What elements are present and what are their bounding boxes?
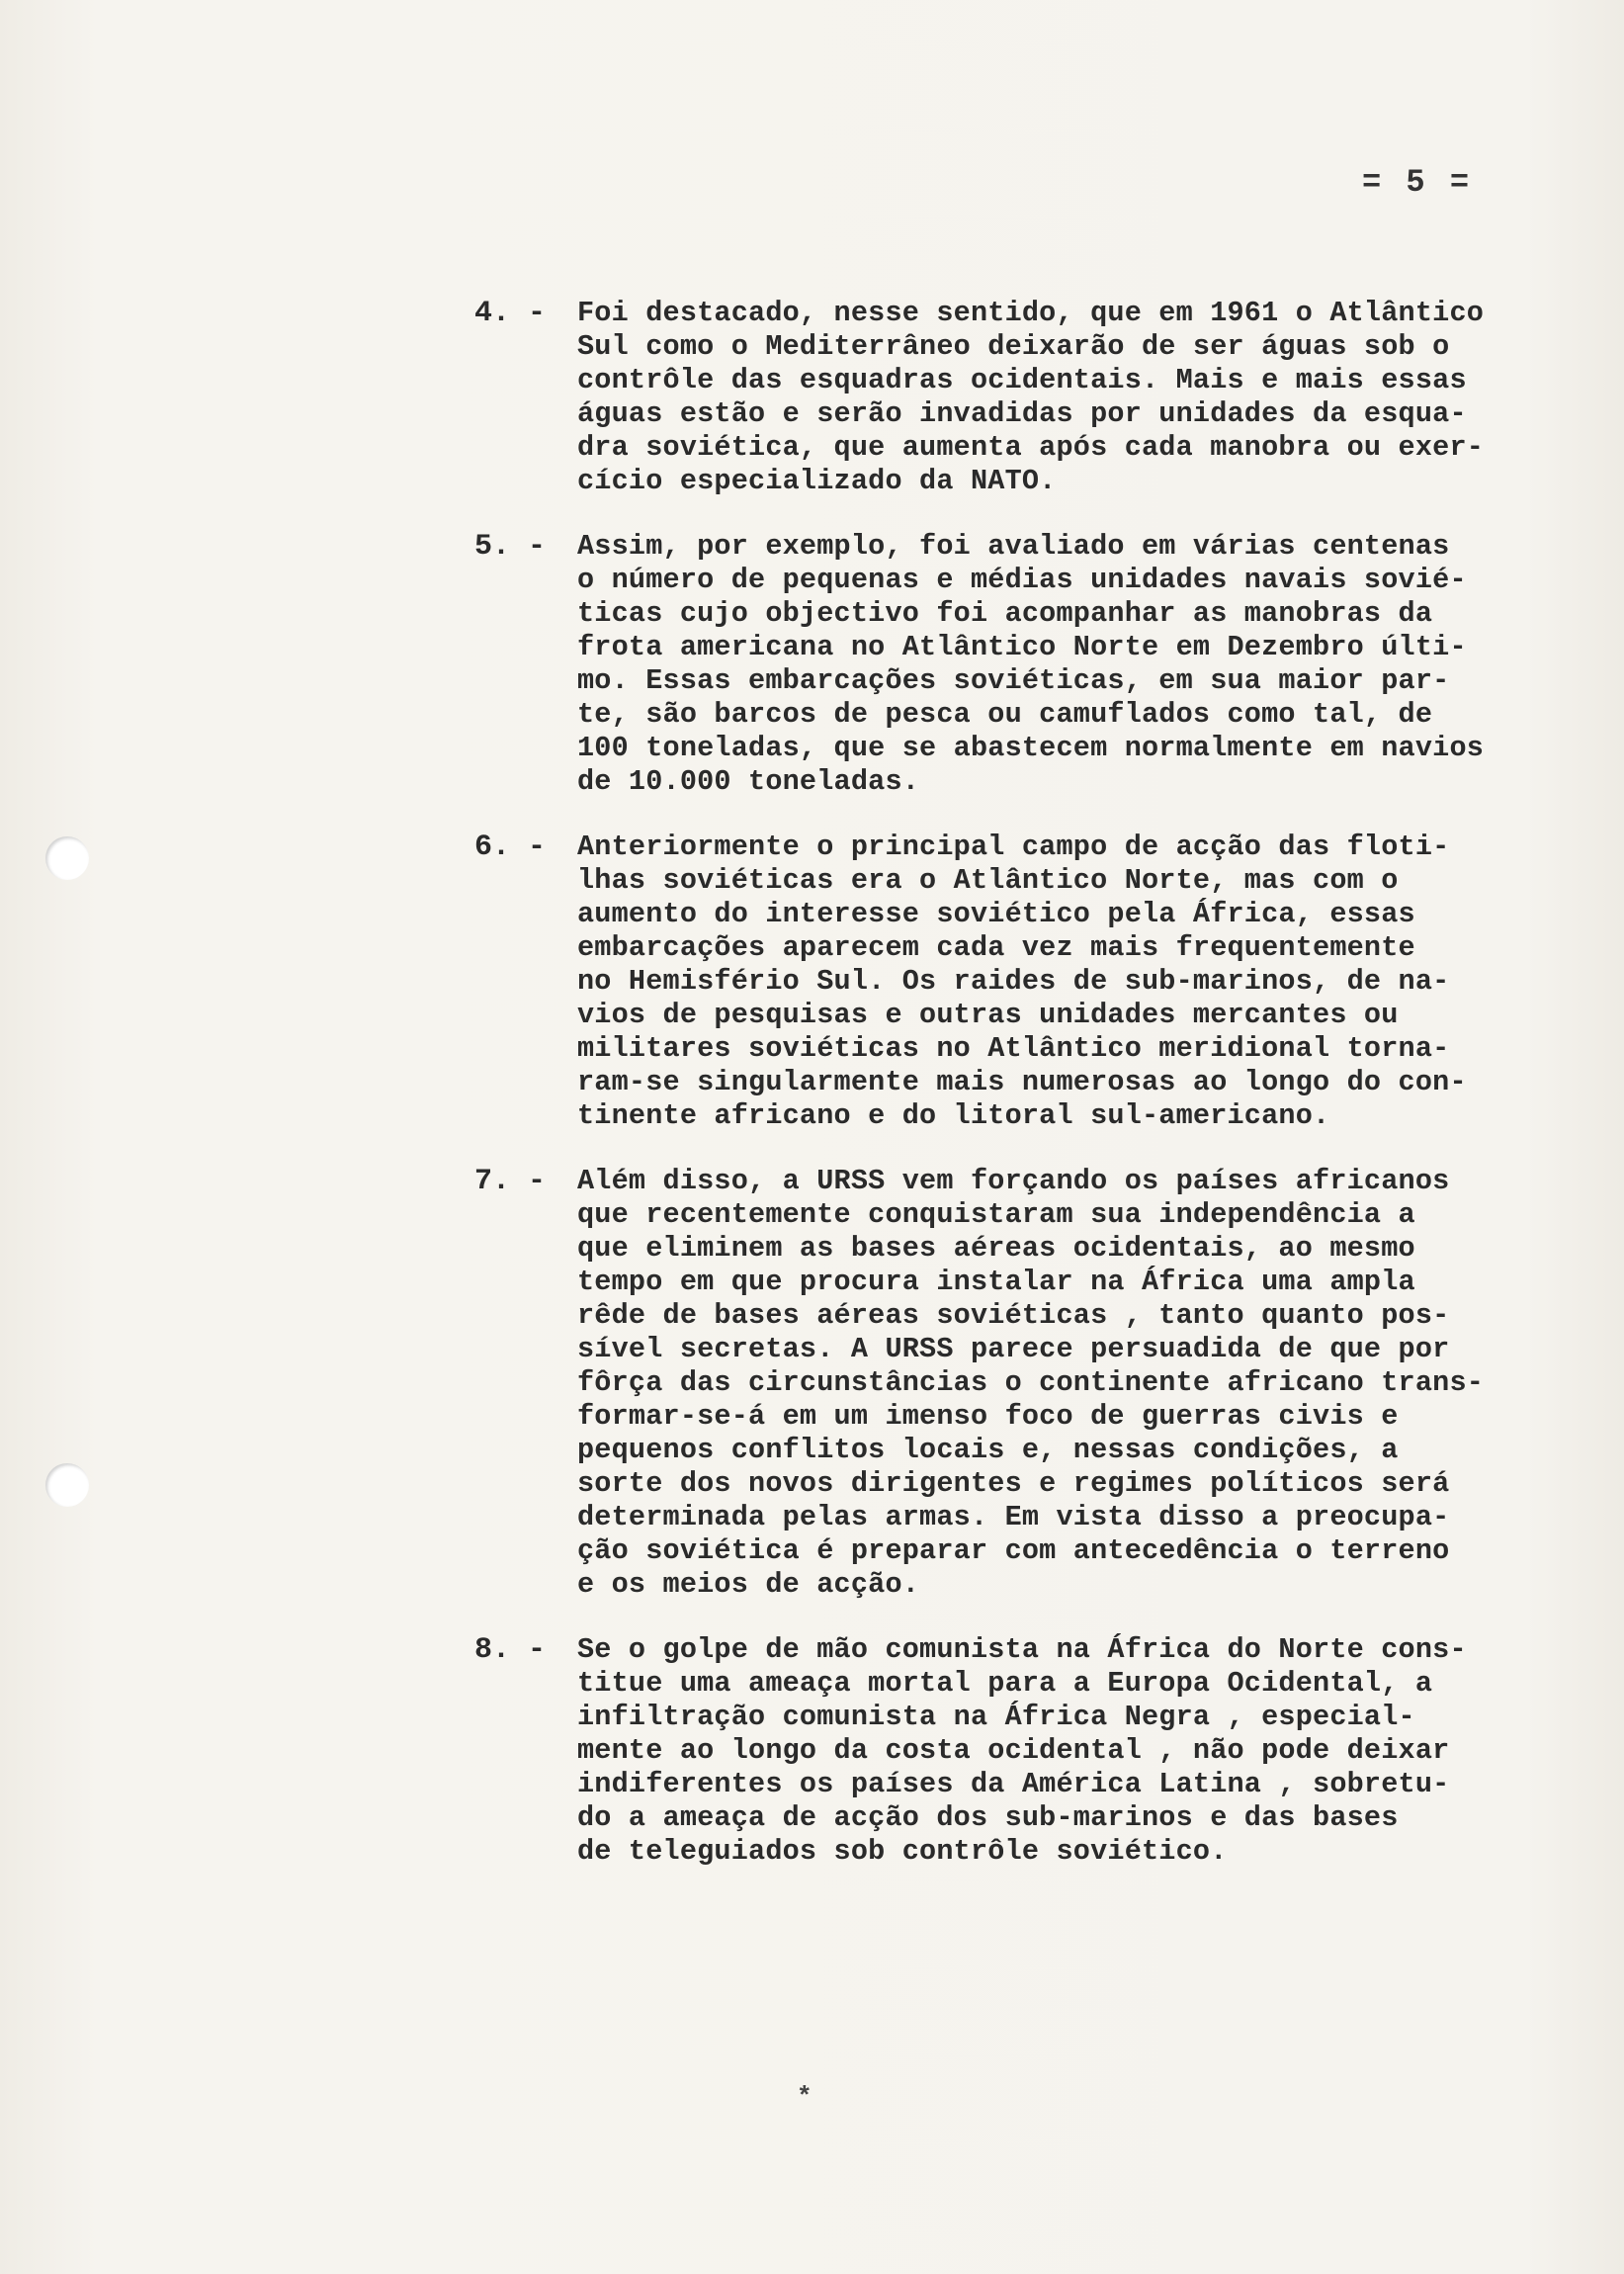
text-line: ticas cujo objectivo foi acompanhar as manobras da bbox=[577, 597, 1433, 630]
text-line: mo. Essas embarcações soviéticas, em sua maior par- bbox=[577, 664, 1450, 697]
text-line: frota americana no Atlântico Norte em Dezembro últi- bbox=[577, 631, 1467, 663]
text-line: águas estão e serão invadidas por unidades da esqua- bbox=[577, 397, 1467, 430]
footer-asterisk: * bbox=[797, 2082, 812, 2112]
paragraph-body bbox=[577, 1165, 1484, 1602]
text-line: pequenos conflitos locais e, nessas condições, a bbox=[577, 1434, 1399, 1466]
text-line: que recentemente conquistaram sua independência a bbox=[577, 1198, 1415, 1231]
paragraph-body bbox=[577, 831, 1467, 1133]
text-line: que eliminem as bases aéreas ocidentais, ao mesmo bbox=[577, 1232, 1415, 1265]
text-line: de 10.000 toneladas. bbox=[577, 765, 920, 798]
text-line: Além disso, a URSS vem forçando os países africanos bbox=[577, 1165, 1450, 1197]
text-line: tinente africano e do litoral sul-americano. bbox=[577, 1099, 1330, 1132]
text-line: vios de pesquisas e outras unidades mercantes ou bbox=[577, 999, 1399, 1031]
punch-hole bbox=[45, 1463, 89, 1507]
paragraph-number: 7. - bbox=[474, 1165, 547, 1198]
text-line: rêde de bases aéreas soviéticas , tanto quanto pos- bbox=[577, 1299, 1450, 1332]
text-line: dra soviética, que aumenta após cada manobra ou exer- bbox=[577, 431, 1485, 464]
page-number: = 5 = bbox=[1362, 164, 1473, 201]
text-line: Sul como o Mediterrâneo deixarão de ser águas sob o bbox=[577, 330, 1450, 363]
text-line: sorte dos novos dirigentes e regimes políticos será bbox=[577, 1467, 1450, 1500]
text-line: no Hemisfério Sul. Os raides de sub-marinos, de na- bbox=[577, 965, 1450, 998]
text-line: ram-se singularmente mais numerosas ao longo do con- bbox=[577, 1066, 1467, 1098]
text-line: 100 toneladas, que se abastecem normalmente em navios bbox=[577, 732, 1485, 764]
text-line: e os meios de acção. bbox=[577, 1568, 920, 1601]
text-line: embarcações aparecem cada vez mais frequentemente bbox=[577, 931, 1415, 964]
text-line: te, são barcos de pesca ou camuflados como tal, de bbox=[577, 698, 1433, 731]
text-line: titue uma ameaça mortal para a Europa Ocidental, a bbox=[577, 1667, 1433, 1700]
paragraph-number: 5. - bbox=[474, 530, 547, 564]
text-line: ção soviética é preparar com antecedência o terreno bbox=[577, 1534, 1450, 1567]
paragraph-number: 4. - bbox=[474, 297, 547, 330]
paragraph-body bbox=[577, 297, 1484, 498]
text-line: Anteriormente o principal campo de acção das floti- bbox=[577, 831, 1450, 863]
text-line: lhas soviéticas era o Atlântico Norte, mas com o bbox=[577, 864, 1399, 897]
text-line: fôrça das circunstâncias o continente africano trans- bbox=[577, 1366, 1485, 1399]
text-line: do a ameaça de acção dos sub-marinos e das bases bbox=[577, 1801, 1399, 1834]
text-line: cício especializado da NATO. bbox=[577, 465, 1057, 497]
text-line: contrôle das esquadras ocidentais. Mais e mais essas bbox=[577, 364, 1467, 396]
text-line: formar-se-á em um imenso foco de guerras civis e bbox=[577, 1400, 1399, 1433]
paragraph-body bbox=[577, 1633, 1467, 1869]
paragraph-number: 6. - bbox=[474, 831, 547, 864]
text-line: determinada pelas armas. Em vista disso a preocupa- bbox=[577, 1501, 1450, 1533]
text-line: Assim, por exemplo, foi avaliado em várias centenas bbox=[577, 530, 1450, 563]
text-line: Se o golpe de mão comunista na África do Norte cons- bbox=[577, 1633, 1467, 1666]
text-line: tempo em que procura instalar na África uma ampla bbox=[577, 1266, 1415, 1298]
text-line: sível secretas. A URSS parece persuadida de que por bbox=[577, 1333, 1450, 1365]
punch-hole bbox=[45, 836, 89, 880]
paragraph-body bbox=[577, 530, 1484, 799]
text-line: aumento do interesse soviético pela África, essas bbox=[577, 898, 1415, 930]
paragraph-number: 8. - bbox=[474, 1633, 547, 1667]
text-line: infiltração comunista na África Negra , especial- bbox=[577, 1701, 1415, 1733]
text-line: o número de pequenas e médias unidades navais sovié- bbox=[577, 564, 1467, 596]
text-line: Foi destacado, nesse sentido, que em 1961 o Atlântico bbox=[577, 297, 1485, 329]
text-line: indiferentes os países da América Latina , sobretu- bbox=[577, 1768, 1450, 1800]
text-line: de teleguiados sob contrôle soviético. bbox=[577, 1835, 1228, 1868]
text-line: mente ao longo da costa ocidental , não pode deixar bbox=[577, 1734, 1450, 1767]
text-line: militares soviéticas no Atlântico meridional torna- bbox=[577, 1032, 1450, 1065]
